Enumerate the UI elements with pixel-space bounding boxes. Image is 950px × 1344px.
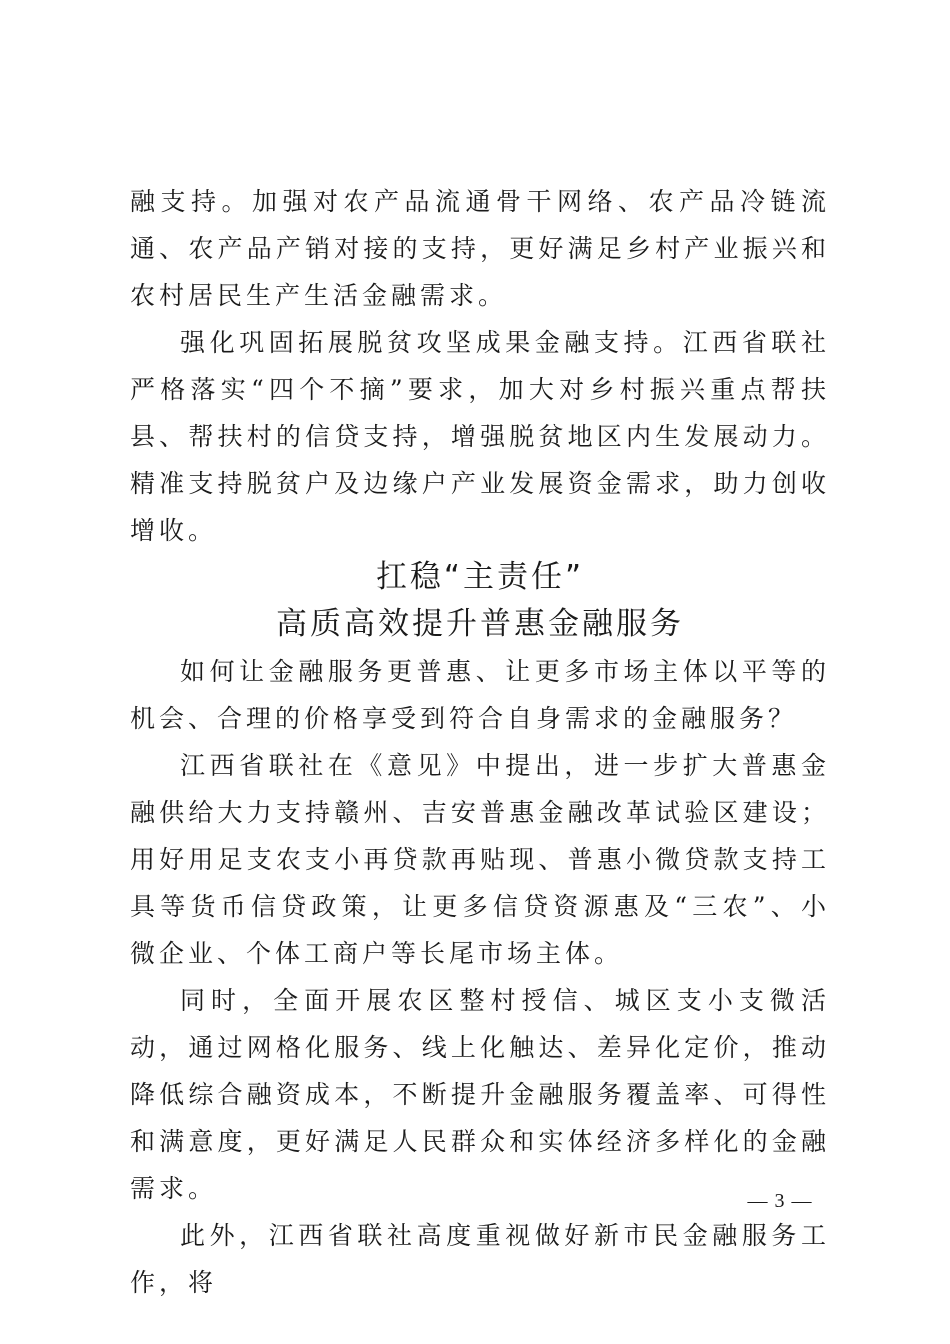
paragraph-opinion: 江西省联社在《意见》中提出，进一步扩大普惠金融供给大力支持赣州、吉安普惠金融改革试验区建设；用好用足支农支小再贷款再贴现、普惠小微贷款支持工具等货币信贷政策，让更多信贷资源惠及“三农”、小微企业、个体工商户等长尾市场主体。 [130, 751, 830, 968]
paragraph-continuation: 融支持。加强对农产品流通骨干网络、农产品冷链流通、农产品产销对接的支持，更好满足乡村产业振兴和农村居民生产生活金融需求。 [130, 187, 830, 310]
page-number: — 3 — [747, 1190, 813, 1212]
paragraph-credit-activities: 同时，全面开展农区整村授信、城区支小支微活动，通过网格化服务、线上化触达、差异化定价，推动降低综合融资成本，不断提升金融服务覆盖率、可得性和满意度，更好满足人民群众和实体经济多样化的金融需求。 [130, 986, 830, 1203]
document-body [130, 178, 830, 1306]
paragraph-new-citizens: 此外，江西省联社高度重视做好新市民金融服务工作，将 [130, 1221, 830, 1297]
section-heading-line1: 扛稳“主责任” [375, 559, 585, 595]
section-heading [130, 554, 830, 648]
paragraph-question: 如何让金融服务更普惠、让更多市场主体以平等的机会、合理的价格享受到符合自身需求的金融服务？ [130, 657, 830, 733]
paragraph-poverty-alleviation: 强化巩固拓展脱贫攻坚成果金融支持。江西省联社严格落实“四个不摘”要求，加大对乡村振兴重点帮扶县、帮扶村的信贷支持，增强脱贫地区内生发展动力。精准支持脱贫户及边缘户产业发展资金需求，助力创收增收。 [130, 328, 830, 545]
section-heading-line2: 高质高效提升普惠金融服务 [276, 606, 684, 642]
